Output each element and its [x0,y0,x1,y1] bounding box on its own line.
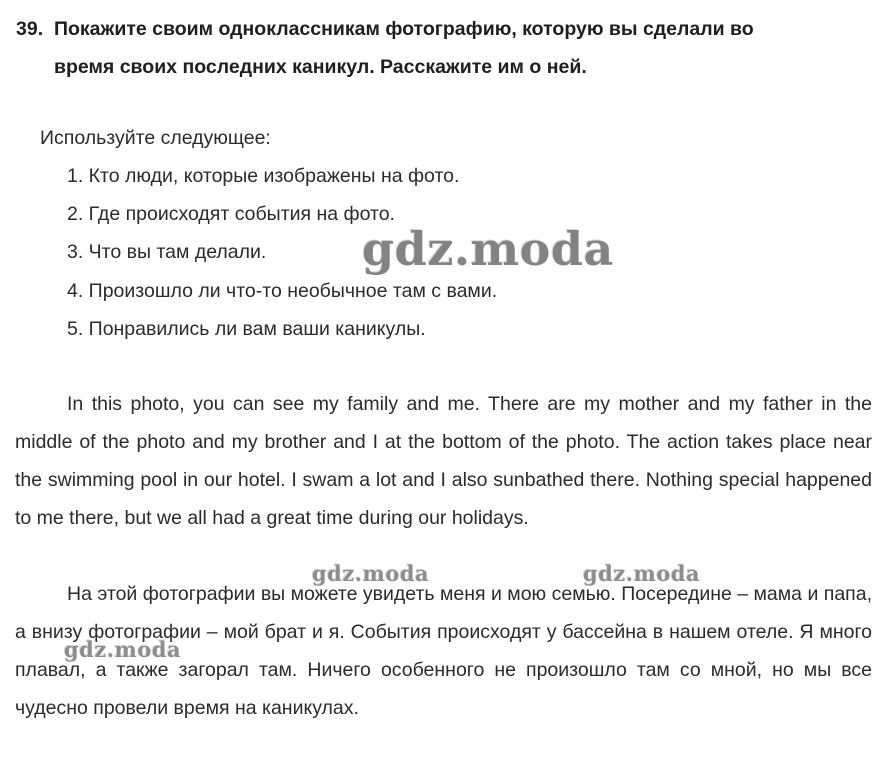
instruction-text: Используйте следующее: [40,127,271,149]
task-line-1 [16,10,874,48]
task-text-line-1: Покажите своим одноклассникам фотографию, которую вы сделали во [54,18,754,40]
question-item-2: 2. Где происходят события на фото. [67,203,395,226]
question-item-1: 1. Кто люди, которые изображены на фото. [67,165,460,187]
answer-russian: На этой фотографии вы можете увидеть меня и мою семью. Посередине – мама и папа, а внизу фотографии – мой брат и я. События происходят у бассейна в нашем отеле. Я много плавал, а также загорал там. Ничего особенного не произошло там со мной, но мы все чудесно провели время на каникулах. [15,583,872,719]
question-item-5: 5. Понравились ли вам ваши каникулы. [67,317,426,340]
question-item-3: 3. Что вы там делали. [67,241,267,264]
answer-english: In this photo, you can see my family and me. There are my mother and my father in the middle of the photo and my brother and I at the bottom of the photo. The action takes place near the swimming pool in our hotel. I swam a lot and I also sunbathed there. Nothing special happened to me there, but we all had a great time during our holidays. [15,393,872,529]
watermark-large: gdz.moda [362,222,614,276]
task-number: 39. [16,18,44,40]
question-item-4: 4. Произошло ли что-то необычное там с вами. [67,279,498,302]
watermark-small-2: gdz.moda [583,561,701,586]
watermark-small-3: gdz.moda [64,637,182,662]
watermark-small-1: gdz.moda [312,561,430,586]
task-text-line-2: время своих последних каникул. Расскажите им о ней. [54,56,587,78]
task-heading [16,10,874,86]
